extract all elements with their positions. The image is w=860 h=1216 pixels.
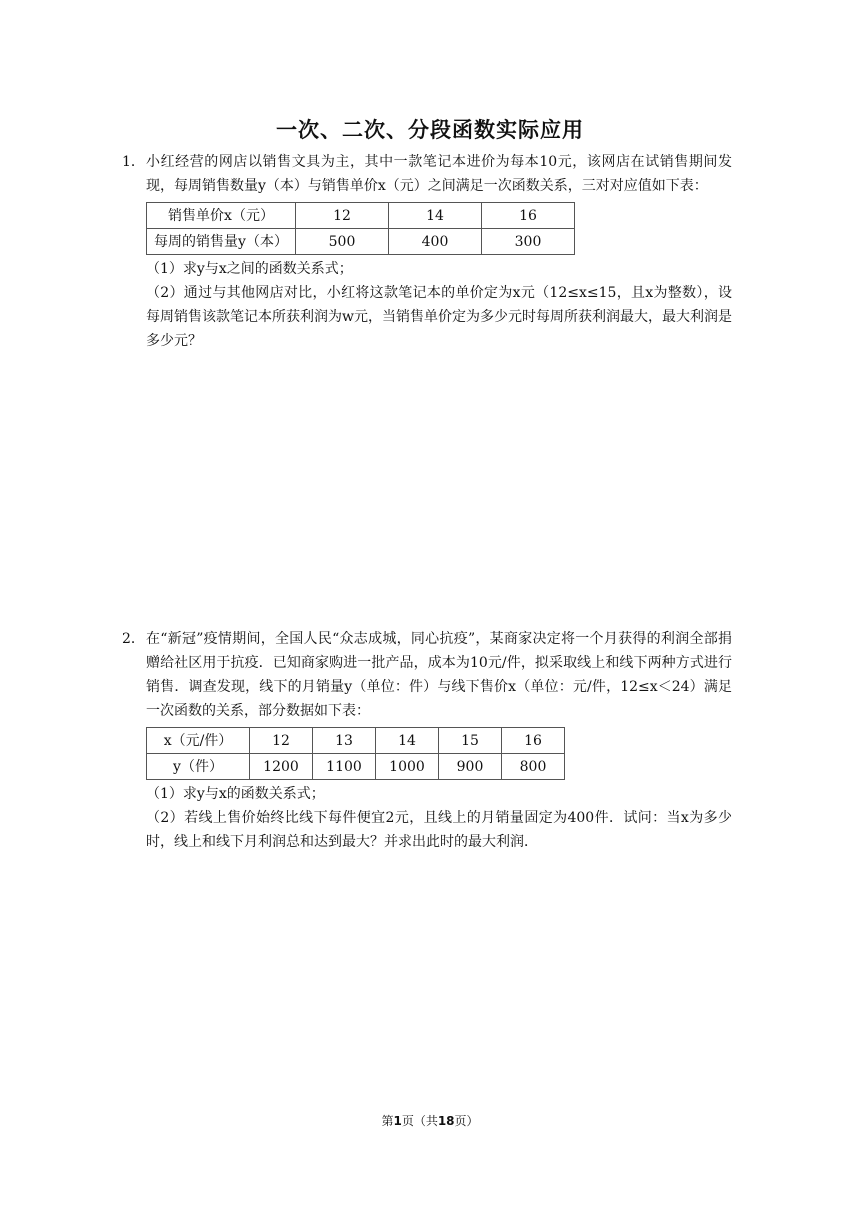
data-table	[146, 202, 575, 255]
table-cell: 14	[376, 728, 439, 754]
table-row-header: y（件）	[147, 754, 250, 780]
table-cell: 12	[296, 203, 389, 229]
table-cell: 1000	[376, 754, 439, 780]
footer-middle: 页（共	[401, 1114, 438, 1128]
footer-prefix: 第	[381, 1114, 394, 1128]
table-cell: 12	[250, 728, 313, 754]
table-row	[147, 754, 565, 780]
table-row	[147, 728, 565, 754]
table-cell: 16	[482, 203, 575, 229]
footer-page-number: 1	[393, 1114, 402, 1128]
table-row-header: 每周的销售量y（本）	[147, 229, 296, 255]
table-cell: 400	[389, 229, 482, 255]
table-row	[147, 229, 575, 255]
table-cell: 15	[439, 728, 502, 754]
table-cell: 300	[482, 229, 575, 255]
table-cell: 800	[502, 754, 565, 780]
page-title: 一次、二次、分段函数实际应用	[276, 118, 584, 142]
sub-question-2: （2）若线上售价始终比线下每件便宜2元，且线上的月销量固定为400件．试问：当x为多少时，线上和线下月利润总和达到最大？并求出此时的最大利润．	[146, 810, 732, 850]
page-footer	[0, 1112, 860, 1129]
data-table	[146, 727, 565, 780]
problem-stem: 小红经营的网店以销售文具为主，其中一款笔记本进价为每本10元，该网店在试销售期间发现，每周销售数量y（本）与销售单价x（元）之间满足一次函数关系，三对对应值如下表：	[146, 154, 732, 194]
table-cell: 1100	[313, 754, 376, 780]
table-row-header: x（元/件）	[147, 728, 250, 754]
footer-suffix: 页）	[454, 1114, 479, 1128]
table-cell: 900	[439, 754, 502, 780]
problem-number: 1．	[122, 154, 145, 170]
table-cell: 500	[296, 229, 389, 255]
table-row	[147, 203, 575, 229]
table-cell: 13	[313, 728, 376, 754]
table-cell: 16	[502, 728, 565, 754]
sub-question-1: （1）求y与x之间的函数关系式；	[146, 261, 353, 277]
problem-stem: 在“新冠”疫情期间，全国人民“众志成城，同心抗疫”，某商家决定将一个月获得的利润全部捐赠给社区用于抗疫．已知商家购进一批产品，成本为10元/件，拟采取线上和线下两种方式进行销售．调查发现，线下的月销量y（单位：件）与线下售价x（单位：元/件，12≤x＜24）满足一次函数的关系，部分数据如下表：	[146, 631, 732, 719]
table-cell: 14	[389, 203, 482, 229]
problem-1	[122, 150, 732, 353]
footer-total-pages: 18	[437, 1114, 455, 1128]
problem-2	[122, 627, 732, 854]
problem-number: 2．	[122, 631, 145, 647]
sub-question-1: （1）求y与x的函数关系式；	[146, 786, 325, 802]
sub-question-2: （2）通过与其他网店对比，小红将这款笔记本的单价定为x元（12≤x≤15，且x为整数），设每周销售该款笔记本所获利润为w元，当销售单价定为多少元时每周所获利润最大，最大利润是多少元？	[146, 285, 732, 349]
table-row-header: 销售单价x（元）	[147, 203, 296, 229]
table-cell: 1200	[250, 754, 313, 780]
